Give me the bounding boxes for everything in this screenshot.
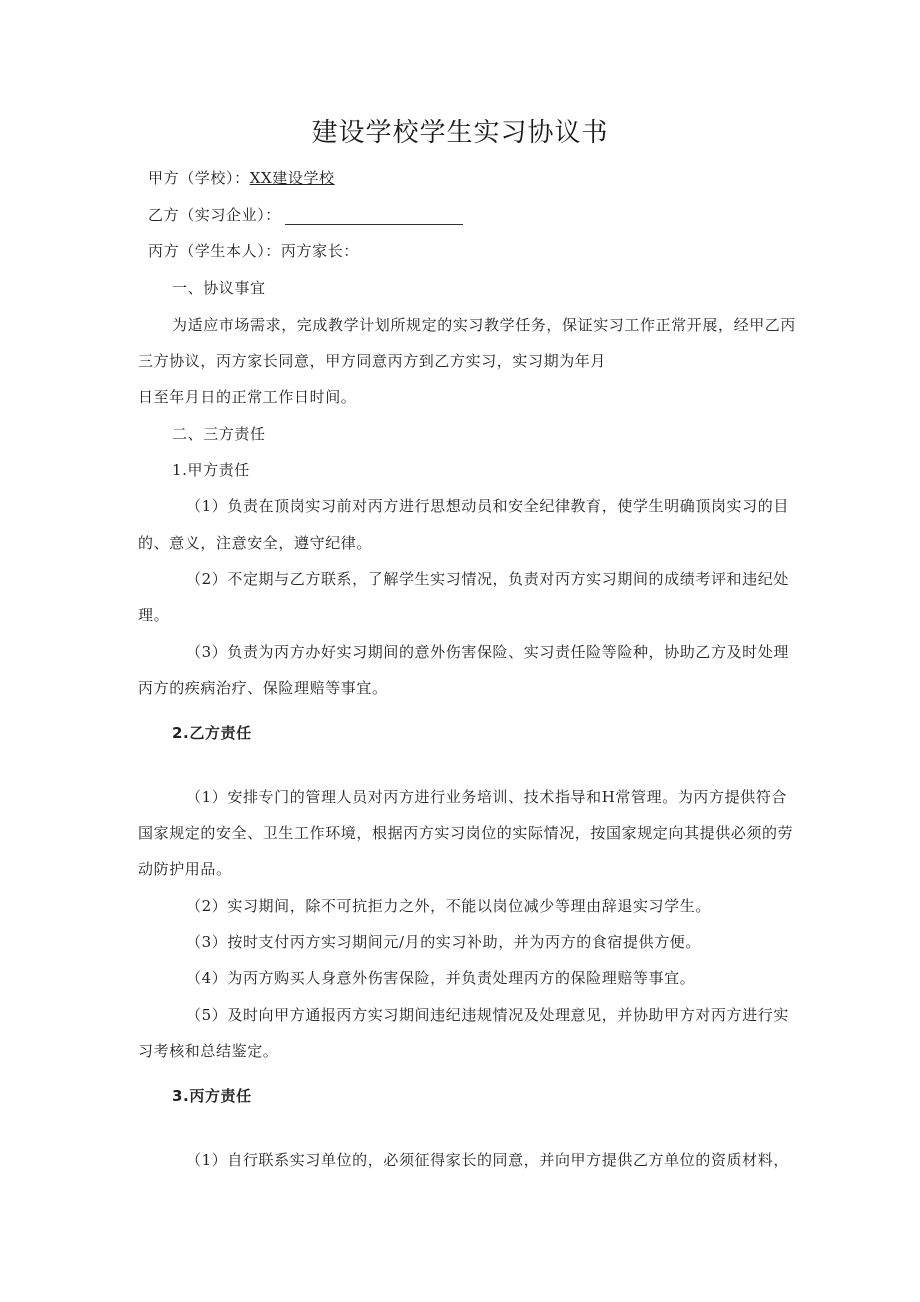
party-a-value: XX建设学校 <box>249 169 335 187</box>
party-a-duty-item: 理。 <box>138 606 170 624</box>
party-b-duty-item: 国家规定的安全、卫生工作环境，根据丙方实习岗位的实际情况，按国家规定向其提供必须的劳 <box>138 824 794 842</box>
party-b-line <box>148 205 463 225</box>
party-a-duty-item: （3）负责为丙方办好实习期间的意外伤害保险、实习责任险等险种，协助乙方及时处理 <box>186 643 789 661</box>
party-c-duties-heading: 3.丙方责任 <box>172 1087 252 1105</box>
section-2-heading: 二、三方责任 <box>172 425 266 443</box>
party-c-duty-item: （1）自行联系实习单位的，必须征得家长的同意，并向甲方提供乙方单位的资质材料， <box>186 1151 789 1169</box>
section-1-text: 日至年月日的正常工作日时间。 <box>138 388 357 406</box>
party-b-duties-heading: 2.乙方责任 <box>172 724 252 742</box>
section-1-text: 三方协议，丙方家长同意，甲方同意丙方到乙方实习，实习期为年月 <box>138 352 607 370</box>
party-b-duty-item: （5）及时向甲方通报丙方实习期间违纪违规情况及处理意见，并协助甲方对丙方进行实 <box>186 1006 789 1024</box>
section-1-text: 为适应市场需求，完成教学计划所规定的实习教学任务，保证实习工作正常开展，经甲乙丙 <box>172 316 797 334</box>
party-b-blank <box>285 209 463 225</box>
party-a-duty-item: 的、意义，注意安全，遵守纪律。 <box>138 534 373 552</box>
party-b-duty-item: （3）按时支付丙方实习期间元/月的实习补助，并为丙方的食宿提供方便。 <box>186 933 702 951</box>
party-a-duty-item: 丙方的疾病治疗、保险理赔等事宜。 <box>138 679 388 697</box>
party-b-duty-item: 动防护用品。 <box>138 860 232 878</box>
party-a-duty-item: （1）负责在顶岗实习前对丙方进行思想动员和安全纪律教育，使学生明确顶岗实习的目 <box>186 497 789 515</box>
party-a-duty-item: （2）不定期与乙方联系，了解学生实习情况，负责对丙方实习期间的成绩考评和违纪处 <box>186 570 789 588</box>
document-title: 建设学校学生实习协议书 <box>311 118 609 148</box>
party-b-duty-item: （4）为丙方购买人身意外伤害保险，并负责处理丙方的保险理赔等事宜。 <box>186 969 696 987</box>
party-a-label: 甲方（学校）： <box>148 169 250 187</box>
section-1-heading: 一、协议事宜 <box>172 279 266 297</box>
party-b-duty-item: （1）安排专门的管理人员对丙方进行业务培训、技术指导和H常管理。为丙方提供符合 <box>186 788 788 806</box>
party-a-duties-heading: 1.甲方责任 <box>172 461 250 479</box>
party-b-duty-item: （2）实习期间，除不可抗拒力之外，不能以岗位减少等理由辞退实习学生。 <box>186 897 711 915</box>
party-a-line <box>148 168 335 188</box>
party-b-label: 乙方（实习企业）： <box>148 206 281 224</box>
party-b-duty-item: 习考核和总结鉴定。 <box>138 1042 279 1060</box>
party-c-line: 丙方（学生本人）：丙方家长： <box>148 242 359 260</box>
